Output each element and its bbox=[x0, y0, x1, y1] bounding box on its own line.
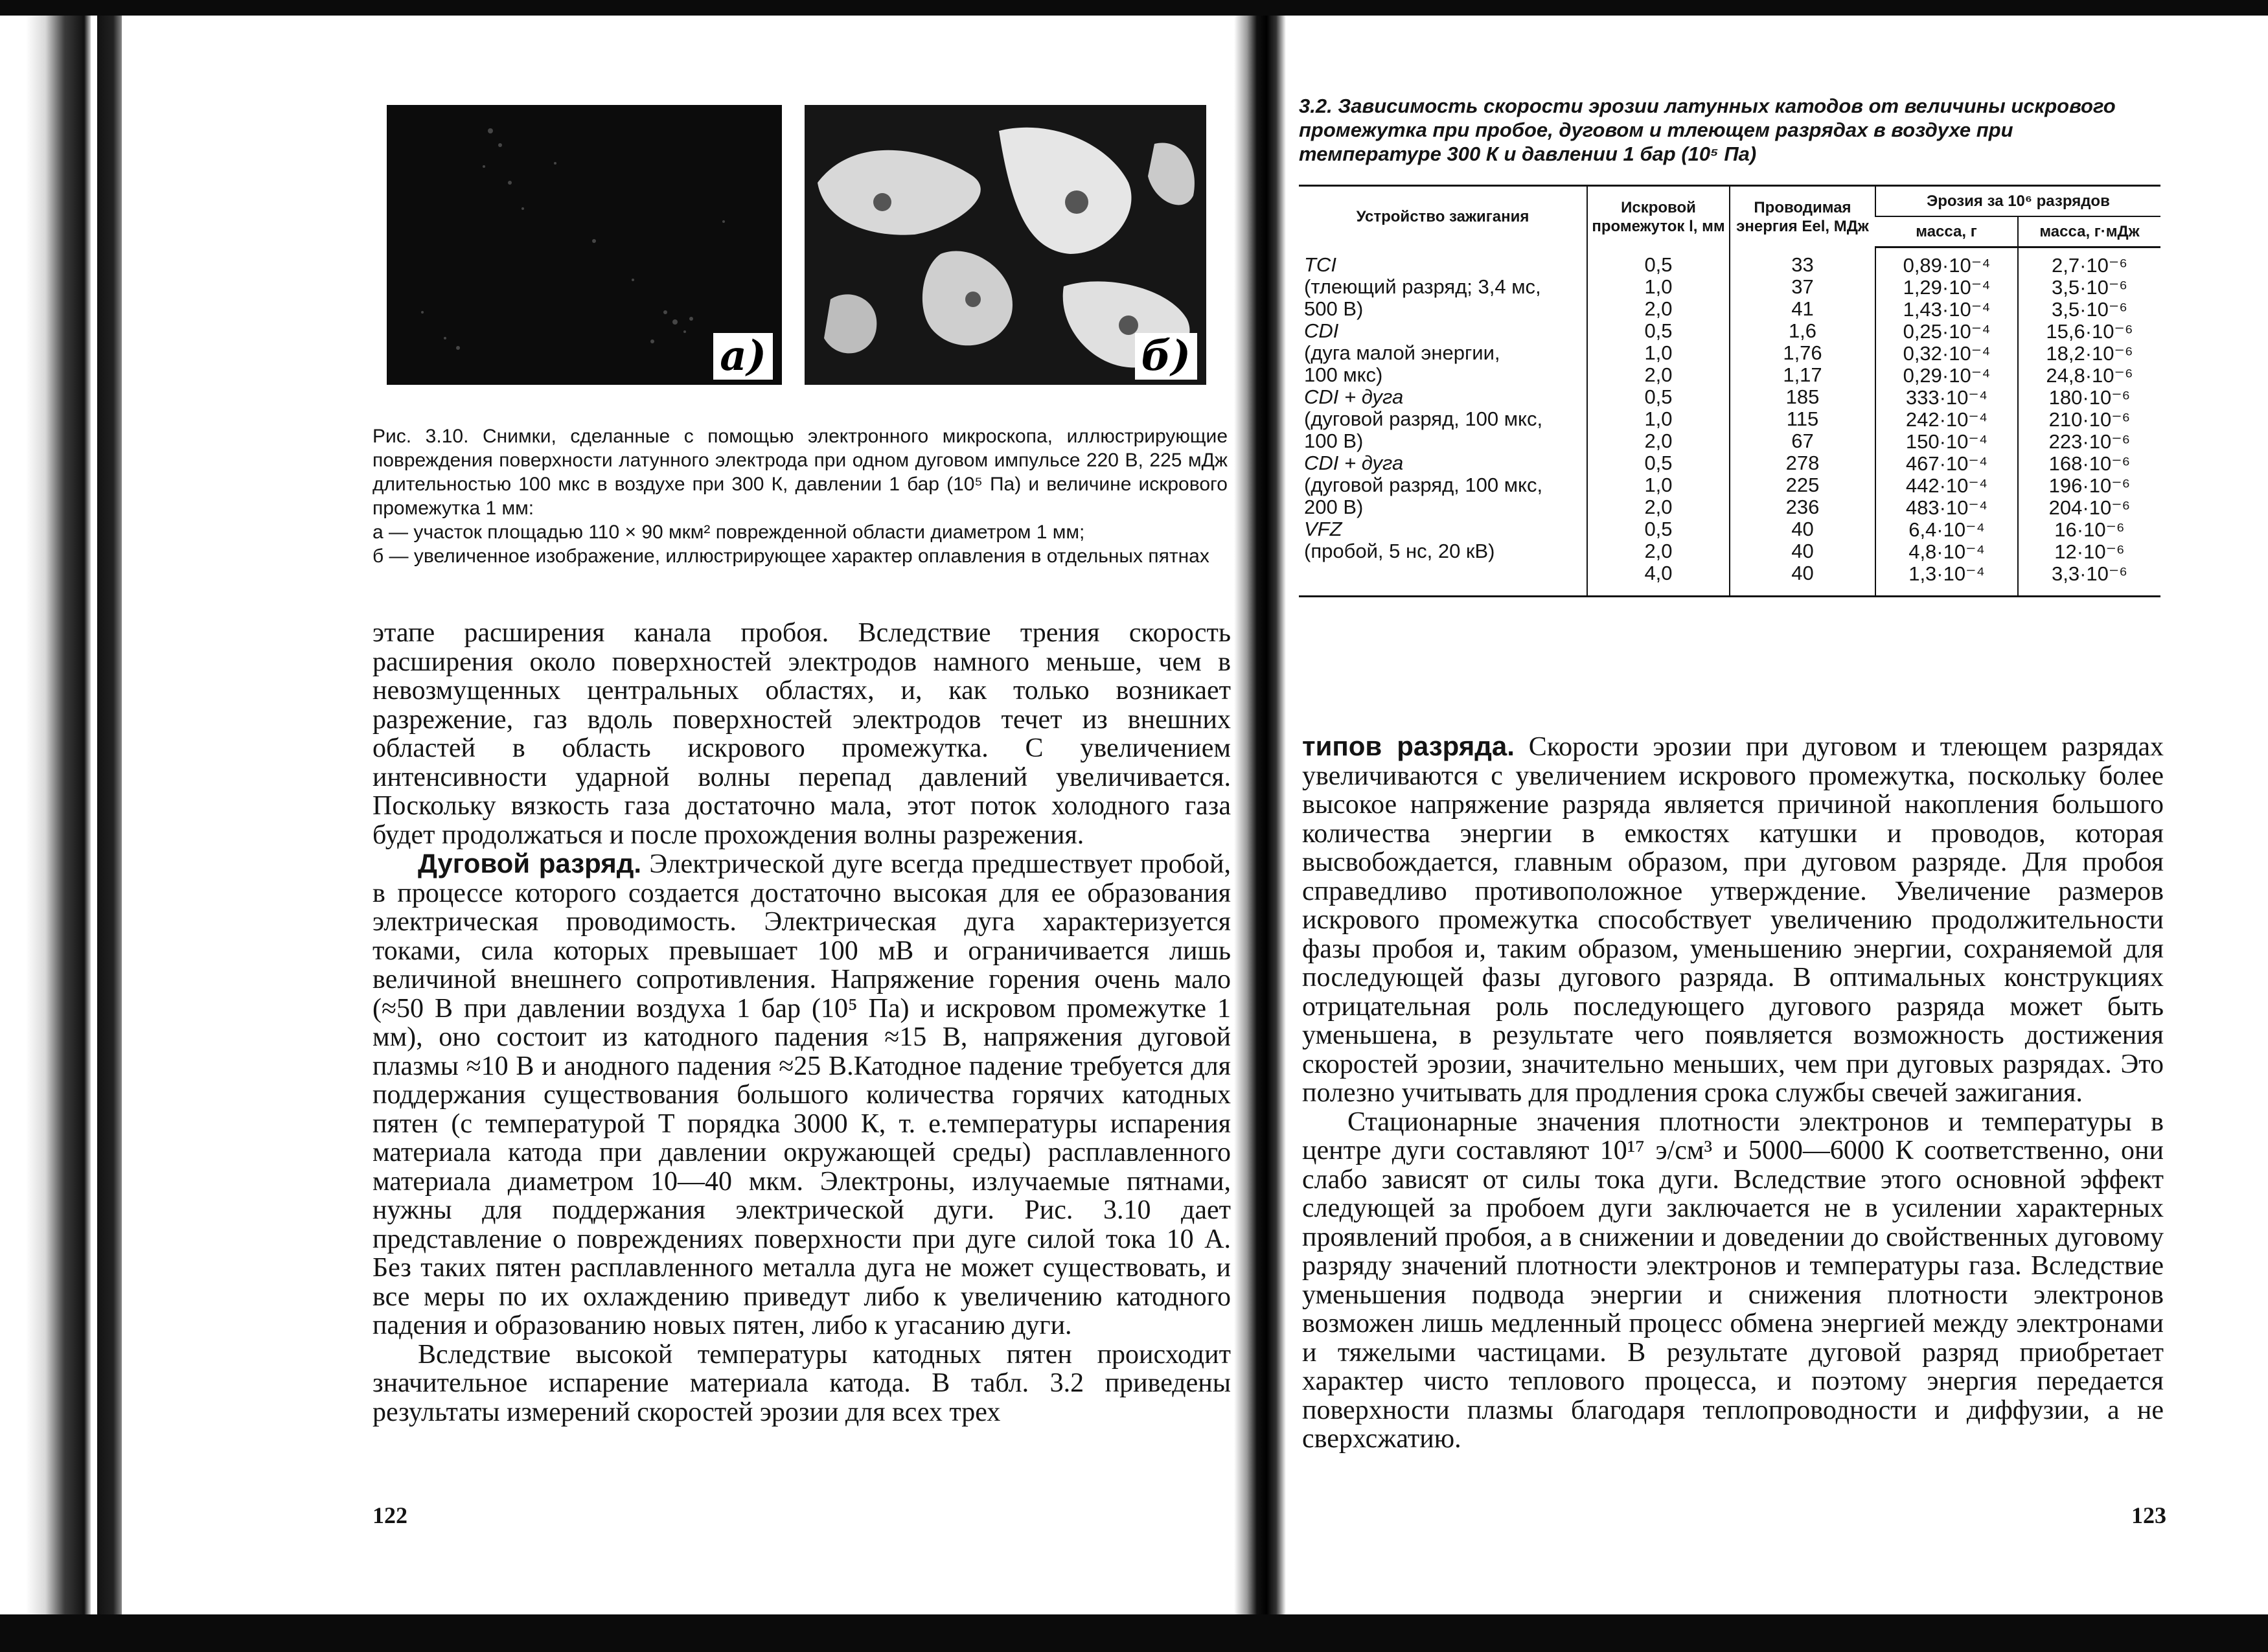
col-header-device: Устройство зажигания bbox=[1299, 186, 1587, 247]
right-paragraph-1-lead: типов разряда. bbox=[1302, 731, 1515, 761]
micrograph-a-label: a) bbox=[713, 333, 773, 380]
energy-value: 236 bbox=[1785, 495, 1820, 518]
mass-per-energy-value: 3,3·10⁻⁶ bbox=[2051, 562, 2128, 585]
mass-per-energy-value: 18,2·10⁻⁶ bbox=[2046, 342, 2133, 365]
mass-per-energy-value: 3,5·10⁻⁶ bbox=[2051, 276, 2128, 299]
device-line: TCI bbox=[1304, 253, 1336, 276]
scan-left-binding-shadow bbox=[97, 16, 122, 1616]
right-page-body bbox=[1302, 732, 2164, 1454]
mass-value: 467·10⁻⁴ bbox=[1905, 452, 1988, 475]
left-paragraph-2 bbox=[372, 849, 1231, 1340]
energy-value: 40 bbox=[1791, 561, 1814, 584]
energy-value: 1,6 bbox=[1788, 319, 1817, 342]
energy-value: 33 bbox=[1791, 253, 1814, 276]
col-header-gap: Искровой промежуток l, мм bbox=[1587, 186, 1730, 247]
book-spine-shadow bbox=[1234, 16, 1286, 1616]
col-header-mass-per-energy: масса, г·мДж bbox=[2018, 216, 2160, 247]
mass-value: 1,3·10⁻⁴ bbox=[1908, 562, 1985, 585]
mass-value: 150·10⁻⁴ bbox=[1905, 430, 1988, 453]
gap-value: 4,0 bbox=[1644, 561, 1673, 584]
mass-per-energy-value: 210·10⁻⁶ bbox=[2048, 408, 2131, 431]
device-cell bbox=[1299, 247, 1587, 597]
col-header-erosion: Эрозия за 10⁶ разрядов bbox=[1875, 186, 2160, 217]
right-paragraph-1-text: Скорости эрозии при дуговом и тлеющем разрядах увеличиваются с увеличением искрового промежутка, поскольку более высокое напряжение разряда является причиной накопления большого количества энергии в емкостях катушки и проводов, которая высвобождается, главным образом, при дуговом разряде. Для пробоя справедливо противоположное утверждение. Увеличение размеров искрового промежутка способствует увеличению продолжительности фазы пробоя и, таким образом, уменьшению энергии, сохраняемой для последующей фазы дугового разряда. В оптимальных конструкциях отрицательная роль последующего дугового разряда может быть уменьшена, в результате чего появляется возможность достижения скоростей эрозии, значительно меньших, чем при дуговых разрядах. Это полезно учитывать для продления срока службы свечей зажигания. bbox=[1302, 732, 2164, 1108]
page-number-right: 123 bbox=[2131, 1502, 2166, 1528]
device-line: 500 В) bbox=[1304, 297, 1364, 320]
figure-caption-a: а — участок площадью 110 × 90 мкм² поврежденной области диаметром 1 мм; bbox=[372, 522, 1085, 543]
right-paragraph-2: Стационарные значения плотности электронов и температуры в центре дуги составляют 10¹⁷ э/см³ и 5000—6000 К соответственно, они слабо зависят от силы тока дуги. Вследствие этого основной эффект следующей за пробоем дуги заключается не в усилении характерных проявлений пробоя, а в снижении и доведении до свойственных дуговому разряду значений плотности электронов и температуры газа. Вследствие уменьшения подвода энергии и снижения плотности электронов возможен лишь медленный процесс обмена энергией между электронами и тяжелыми частицами. В результате дуговой разряд приобретает характер чисто теплового процесса, и поэтому энергия передается поверхности плазмы благодаря теплопроводности и диффузии, а не сверхсжатию. bbox=[1302, 1107, 2164, 1454]
device-line: (пробой, 5 нс, 20 кВ) bbox=[1304, 539, 1495, 562]
energy-value: 41 bbox=[1791, 297, 1814, 320]
arc-discharge-heading: Дуговой разряд. bbox=[418, 848, 642, 878]
left-paragraph-1: этапе расширения канала пробоя. Вследствие трения скорость расширения около поверхностей электродов намного меньше, чем в невозмущенных центральных областях, и, как только возникает разрежение, газ вдоль поверхностей электродов течет из внешних областей в область искрового промежутка. С увеличением интенсивности ударной волны перепад давлений увеличивается. Поскольку вязкость газа достаточно мала, этот поток холодного газа будет продолжаться и после прохождения волны разрежения. bbox=[372, 618, 1231, 850]
mass-value: 1,29·10⁻⁴ bbox=[1903, 276, 1991, 299]
scan-left-edge bbox=[0, 16, 91, 1616]
figure-caption-b: б — увеличенное изображение, иллюстрирующее характер оплавления в отдельных пятнах bbox=[372, 545, 1209, 567]
left-page-body bbox=[372, 619, 1231, 1427]
mass-per-energy-value: 223·10⁻⁶ bbox=[2048, 430, 2131, 453]
device-line: 100 мкс) bbox=[1304, 363, 1383, 386]
mass-cell bbox=[1875, 247, 2018, 597]
mass-per-energy-value: 204·10⁻⁶ bbox=[2048, 496, 2131, 519]
energy-value: 40 bbox=[1791, 539, 1814, 562]
gap-value: 0,5 bbox=[1644, 385, 1673, 408]
scan-right-edge bbox=[2248, 16, 2268, 1616]
mass-per-energy-value: 16·10⁻⁶ bbox=[2054, 518, 2125, 541]
mass-value: 442·10⁻⁴ bbox=[1905, 474, 1988, 497]
mass-per-energy-value: 168·10⁻⁶ bbox=[2048, 452, 2131, 475]
scan-top-border bbox=[0, 0, 2268, 16]
mass-value: 242·10⁻⁴ bbox=[1905, 408, 1988, 431]
gap-value: 0,5 bbox=[1644, 319, 1673, 342]
device-line: (дуговой разряд, 100 мкс, bbox=[1304, 407, 1543, 430]
gap-value: 1,0 bbox=[1644, 341, 1673, 364]
table-caption bbox=[1299, 94, 2160, 166]
mass-value: 4,8·10⁻⁴ bbox=[1908, 540, 1985, 563]
mass-per-energy-value: 3,5·10⁻⁶ bbox=[2051, 298, 2128, 321]
gap-value: 2,0 bbox=[1644, 495, 1673, 518]
energy-value: 37 bbox=[1791, 275, 1814, 298]
scan-bottom-border bbox=[0, 1614, 2268, 1652]
mass-per-energy-value: 180·10⁻⁶ bbox=[2048, 386, 2131, 409]
gap-cell bbox=[1587, 247, 1730, 597]
erosion-table bbox=[1299, 185, 2160, 597]
gap-value: 1,0 bbox=[1644, 473, 1673, 496]
mass-value: 6,4·10⁻⁴ bbox=[1908, 518, 1985, 541]
energy-value: 40 bbox=[1791, 517, 1814, 540]
mass-value: 1,43·10⁻⁴ bbox=[1903, 298, 1991, 321]
micrograph-a bbox=[387, 105, 782, 385]
device-line: (дуга малой энергии, bbox=[1304, 341, 1500, 364]
left-paragraph-2-text: Электрической дуге всегда предшествует пробой, в процессе которого создается достаточно высокая для ее образования электрическая проводимость. Электрическая дуга характеризуется токами, сила которых превышает 100 мВ и ограничивается лишь величиной внешнего сопротивления. Напряжение горения очень мало (≈50 В при давлении воздуха 1 бар (10⁵ Па) и искровом промежутке 1 мм), оно состоит из катодного падения ≈15 В, напряжения дуговой плазмы ≈10 В и анодного падения ≈25 В.Катодное падение требуется для поддержания существования большого количества горячих катодных пятен (с температурой T порядка 3000 К, т. е.температуры испарения материала катода при давлении окружающей среды) расплавленного материала диаметром 10—40 мкм. Электроны, излучаемые пятнами, нужны для поддержания электрической дуги. Рис. 3.10 дает представление о повреждениях поверхности при дуге силой тока 10 А. Без таких пятен расплавленного металла дуга не может существовать, и все меры по их охлаждению приведут либо к увеличению катодного падения и образованию новых пятен, либо к угасанию дуги. bbox=[372, 849, 1231, 1340]
mass-per-energy-value: 12·10⁻⁶ bbox=[2054, 540, 2125, 563]
erosion-table-container bbox=[1299, 185, 2160, 597]
mass-per-energy-cell bbox=[2018, 247, 2160, 597]
energy-value: 225 bbox=[1785, 473, 1820, 496]
gap-value: 2,0 bbox=[1644, 363, 1673, 386]
right-paragraph-1 bbox=[1302, 732, 2164, 1108]
mass-value: 0,89·10⁻⁴ bbox=[1903, 254, 1991, 277]
energy-value: 1,17 bbox=[1783, 363, 1822, 386]
gap-value: 1,0 bbox=[1644, 407, 1673, 430]
mass-value: 0,29·10⁻⁴ bbox=[1903, 364, 1991, 387]
mass-value: 0,25·10⁻⁴ bbox=[1903, 320, 1991, 343]
mass-value: 333·10⁻⁴ bbox=[1905, 386, 1988, 409]
energy-value: 185 bbox=[1785, 385, 1820, 408]
device-line: (дуговой разряд, 100 мкс, bbox=[1304, 473, 1543, 496]
mass-value: 0,32·10⁻⁴ bbox=[1903, 342, 1991, 365]
device-line: (тлеющий разряд; 3,4 мс, bbox=[1304, 275, 1541, 298]
energy-cell bbox=[1730, 247, 1875, 597]
micrograph-b bbox=[805, 105, 1206, 385]
device-line bbox=[1304, 562, 1581, 584]
table-caption-text: 3.2. Зависимость скорости эрозии латунных катодов от величины искрового промежутка при пробое, дуговом и тлеющем разрядах в воздухе при температуре 300 К и давлении 1 бар (10⁵ Па) bbox=[1299, 95, 2116, 165]
energy-value: 278 bbox=[1785, 451, 1820, 474]
gap-value: 1,0 bbox=[1644, 275, 1673, 298]
gap-value: 0,5 bbox=[1644, 253, 1673, 276]
col-header-mass: масса, г bbox=[1875, 216, 2018, 247]
mass-per-energy-value: 15,6·10⁻⁶ bbox=[2046, 320, 2133, 343]
mass-value: 483·10⁻⁴ bbox=[1905, 496, 1988, 519]
device-line: 200 В) bbox=[1304, 495, 1364, 518]
device-line: CDI bbox=[1304, 319, 1339, 342]
mass-per-energy-value: 24,8·10⁻⁶ bbox=[2046, 364, 2133, 387]
energy-value: 115 bbox=[1786, 407, 1819, 430]
mass-per-energy-value: 196·10⁻⁶ bbox=[2048, 474, 2131, 497]
figure-caption bbox=[372, 424, 1228, 568]
gap-value: 0,5 bbox=[1644, 451, 1673, 474]
figure-caption-main: Рис. 3.10. Снимки, сделанные с помощью электронного микроскопа, иллюстрирующие повреждения поверхности латунного электрода при одном дуговом импульсе 220 В, 225 мДж длительностью 100 мкс в воздухе при 300 К, давлении 1 бар (10⁵ Па) и величине искрового промежутка 1 мм: bbox=[372, 426, 1228, 519]
device-line: CDI + дуга bbox=[1304, 451, 1404, 474]
col-header-energy: Проводимая энергия Eel, МДж bbox=[1730, 186, 1875, 247]
gap-value: 0,5 bbox=[1644, 517, 1673, 540]
energy-value: 67 bbox=[1791, 429, 1814, 452]
device-line: 100 В) bbox=[1304, 429, 1364, 452]
micrograph-b-label: б) bbox=[1135, 333, 1198, 380]
energy-value: 1,76 bbox=[1783, 341, 1822, 364]
gap-value: 2,0 bbox=[1644, 429, 1673, 452]
device-line: CDI + дуга bbox=[1304, 385, 1404, 408]
page-number-left: 122 bbox=[372, 1502, 407, 1528]
device-line: VFZ bbox=[1304, 517, 1342, 540]
table-row bbox=[1299, 247, 2160, 597]
gap-value: 2,0 bbox=[1644, 297, 1673, 320]
gap-value: 2,0 bbox=[1644, 539, 1673, 562]
left-paragraph-3: Вследствие высокой температуры катодных пятен происходит значительное испарение материала катода. В табл. 3.2 приведены результаты измерений скоростей эрозии для всех трех bbox=[372, 1339, 1231, 1427]
mass-per-energy-value: 2,7·10⁻⁶ bbox=[2051, 254, 2128, 277]
